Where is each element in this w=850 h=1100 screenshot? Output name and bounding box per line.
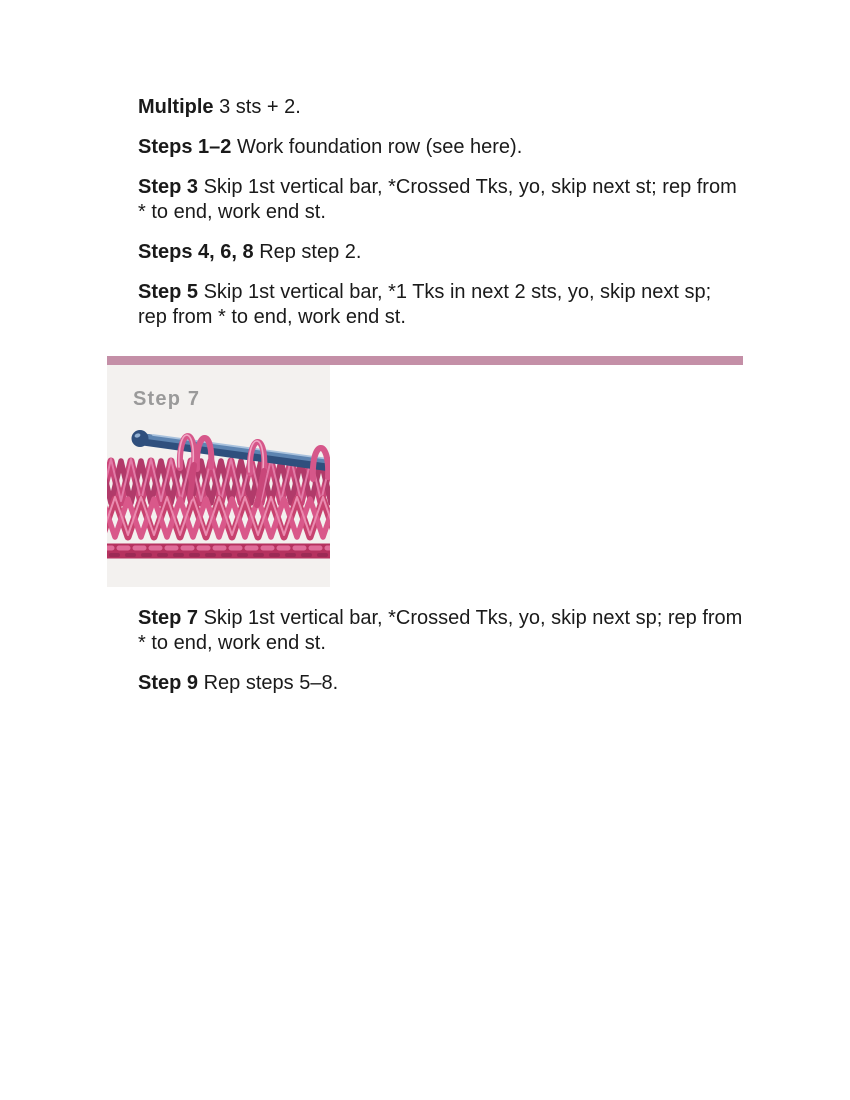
instruction-paragraph: [138, 280, 744, 330]
step-text: Rep step 2.: [259, 241, 362, 263]
step-text: Skip 1st vertical bar, *1 Tks in next 2 sts, yo, skip next sp; rep from * to end, work end st.: [138, 281, 712, 328]
step-text: Rep steps 5–8.: [203, 672, 339, 694]
step-text: Skip 1st vertical bar, *Crossed Tks, yo, skip next st; rep from * to end, work end st.: [138, 176, 737, 223]
figure-block: [107, 356, 743, 587]
step-text: 3 sts + 2.: [219, 96, 301, 118]
instructions-block-top: [138, 95, 744, 345]
instruction-paragraph: [138, 240, 744, 265]
step-label: Multiple: [138, 96, 214, 118]
instruction-paragraph: [138, 95, 744, 120]
instruction-paragraph: [138, 606, 744, 656]
photo-caption-label: Step 7: [133, 388, 201, 410]
step-label: Step 9: [138, 672, 199, 694]
instructions-block-bottom: [138, 606, 744, 711]
instruction-paragraph: [138, 671, 744, 696]
step-text: Work foundation row (see here).: [236, 136, 523, 158]
step-photo: [107, 365, 330, 587]
step-text: Skip 1st vertical bar, *Crossed Tks, yo, skip next sp; rep from * to end, work end st.: [138, 607, 743, 654]
instruction-paragraph: [138, 135, 744, 160]
step-label: Step 3: [138, 176, 199, 198]
step-label: Step 5: [138, 281, 199, 303]
step-label: Steps 1–2: [138, 136, 232, 158]
step-label: Steps 4, 6, 8: [138, 241, 254, 263]
section-divider-bar: [107, 356, 743, 365]
instruction-paragraph: [138, 175, 744, 225]
step-label: Step 7: [138, 607, 199, 629]
